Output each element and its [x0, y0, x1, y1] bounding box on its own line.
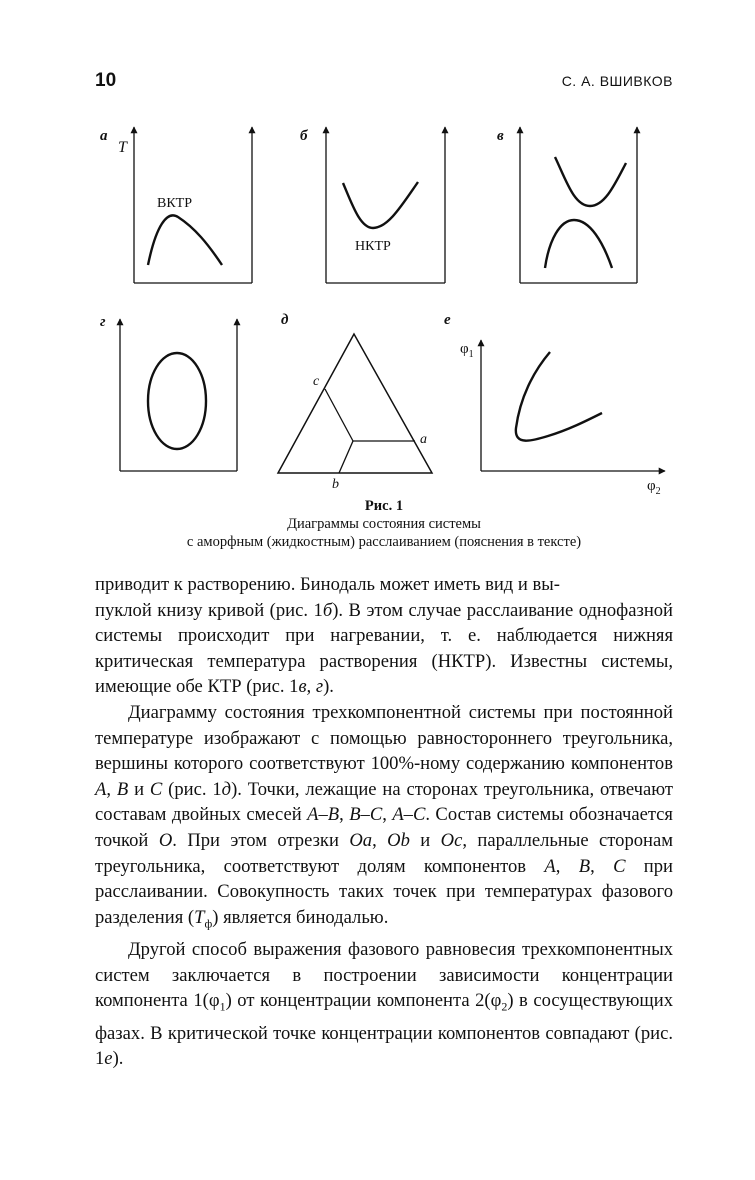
ucst-binodal-curve [148, 215, 222, 265]
panel-d [278, 334, 432, 473]
panel-e-letter: е [444, 312, 451, 328]
paragraph-2: Диаграмму состояния трехкомпонентной системы при постоянной температуре изображают с помощью равностороннего треугольника, вершины которого соответствуют 100%-ному содержанию компонентов A, B и C (рис. 1д). Точки, лежащие на сторонах треугольника, отвечают составам двойных смесей A–B, B–C, A–C. Состав системы обозначается точкой O. При этом отрезки Oa, Ob и Oc, параллельные сторонам треугольника, соответствуют долям компонентов A, B, C при расслаивании. Совокупность таких точек при температурах фазового разделения $(T_ф)$ является бинодалью. [95, 701, 674, 931]
panel-a-axis-label: T [118, 139, 127, 156]
upper-binodal-curve [555, 157, 626, 206]
panel-d-letter: д [281, 312, 289, 328]
page-number: 10 [95, 70, 117, 91]
panel-g [120, 319, 237, 471]
panel-b-letter: б [300, 128, 308, 144]
figure-caption [95, 497, 673, 551]
page-header [95, 70, 673, 96]
closed-loop-binodal [148, 353, 206, 449]
ucst-label: ВКТР [157, 196, 193, 211]
segment-Ob [339, 441, 353, 473]
panel-v [520, 127, 637, 283]
ternary-point-a: a [420, 432, 427, 447]
panel-v-letter: в [497, 128, 504, 144]
paragraph-3: Другой способ выражения фазового равновесия трехкомпонентных систем заключается в построении зависимости концентрации компонента $1(\varphi_1)$ от концентрации компонента $2(\varphi_2)$ в сосуществующих фазах. В критической точке концентрации компонентов совпадают (рис. 1е). [95, 939, 673, 1070]
ternary-point-b: b [332, 477, 339, 492]
ternary-point-c: c [313, 374, 320, 389]
caption-line-2: с аморфным (жидкостным) расслаиванием (пояснения в тексте) [186, 534, 582, 550]
figure-number: Рис. 1 [364, 498, 404, 514]
figure-1 [0, 110, 755, 495]
lcst-label: НКТР [355, 239, 391, 254]
caption-line-1: Диаграммы состояния системы [287, 516, 481, 532]
panel-a [134, 127, 252, 283]
segment-Oc [325, 389, 353, 441]
lower-binodal-curve [545, 220, 612, 268]
body-text [95, 572, 673, 1072]
coexisting-phases-curve [516, 352, 602, 441]
panel-e-y-label: $\varphi_1$ [460, 341, 474, 360]
ternary-triangle [278, 334, 432, 473]
panel-e-x-label: $\varphi_2$ [647, 478, 661, 495]
paragraph-1: приводит к растворению. Бинодаль может иметь вид и вы- пуклой книзу кривой (рис. 1б). В этом случае расслаивание однофазной системы происходит при нагревании, т. е. наблюдается нижняя критическая температура растворения (НКТР). Известны системы, имеющие обе КТР (рис. 1в, г). [95, 574, 674, 698]
panel-a-letter: а [100, 128, 108, 144]
panel-e [481, 340, 665, 471]
panel-g-letter: г [100, 314, 106, 330]
panel-b [326, 127, 445, 283]
running-head-author: С. А. ВШИВКОВ [561, 73, 673, 89]
lcst-binodal-curve [343, 182, 418, 228]
